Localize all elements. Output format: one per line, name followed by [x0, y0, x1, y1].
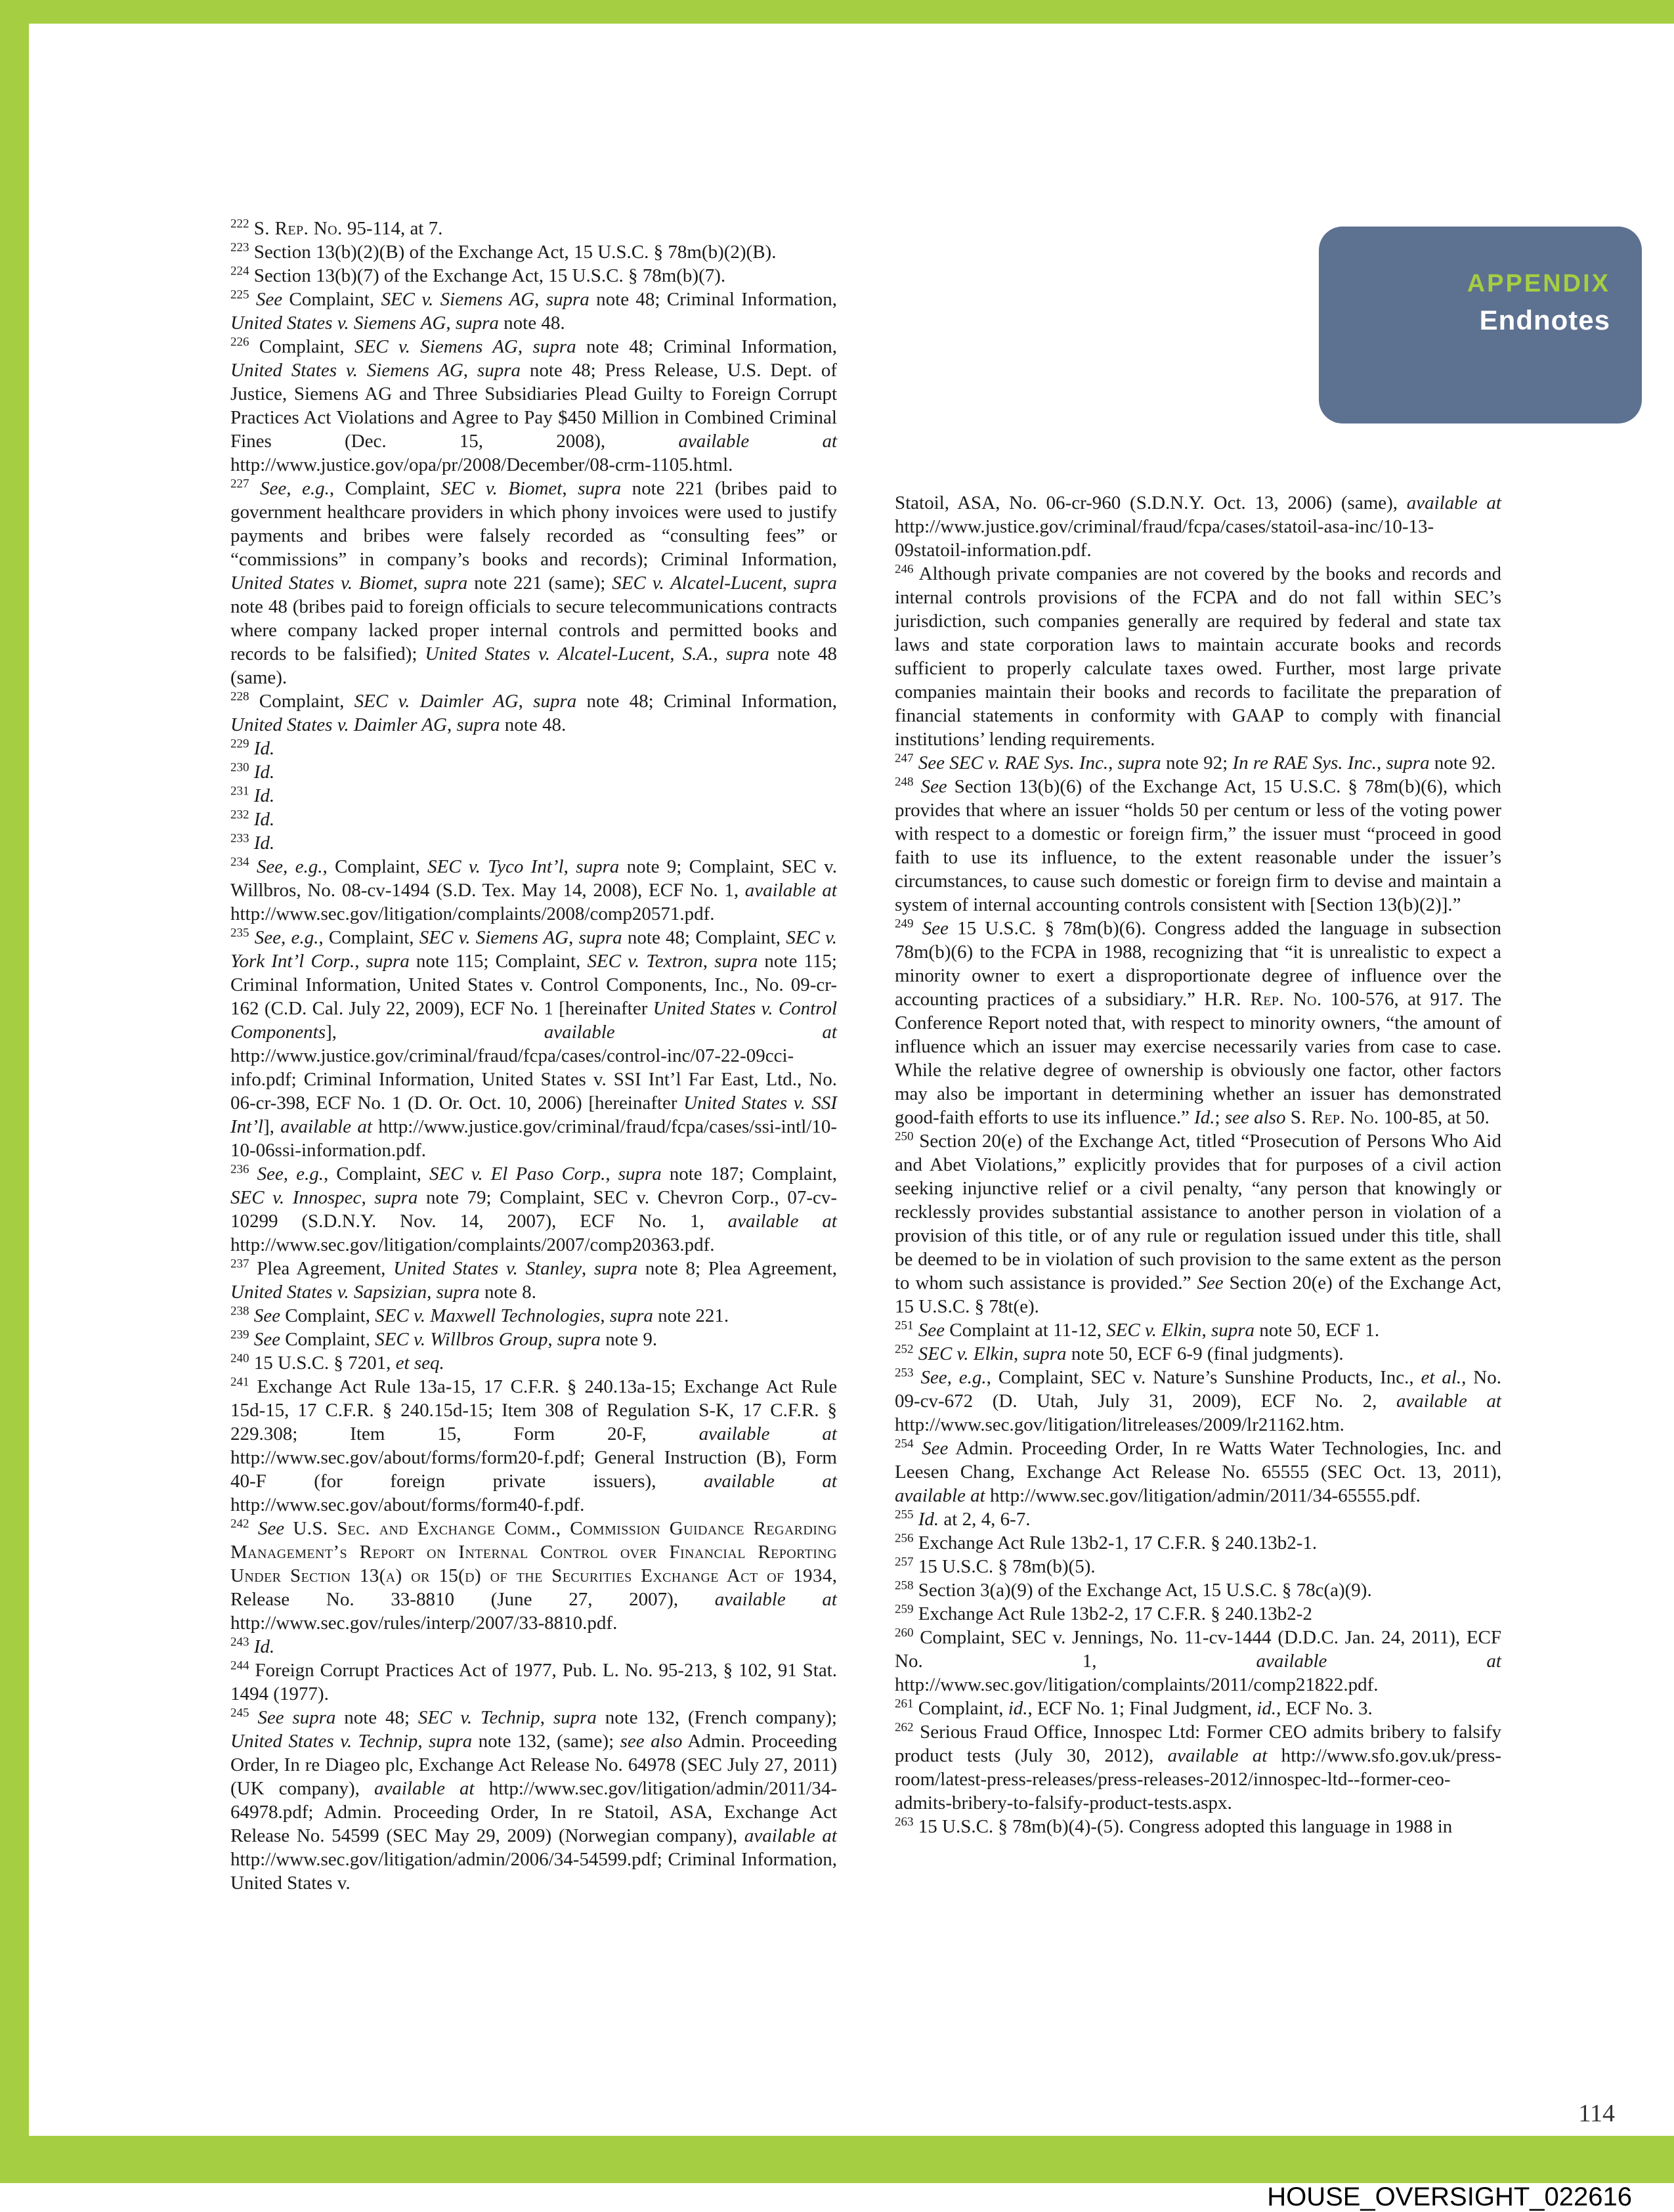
- endnote: $^{233}$ Id.: [230, 831, 275, 854]
- endnote-number: 234: [230, 855, 249, 869]
- endnote-number: 262: [895, 1720, 914, 1735]
- endnote: $^{247}$ See SEC v. RAE Sys. Inc., supra note 92; In re RAE Sys. Inc., supra note 92.: [895, 751, 1496, 773]
- endnote-number: 238: [230, 1304, 249, 1318]
- endnote: $^{255}$ Id. at 2, 4, 6-7.: [895, 1507, 1031, 1530]
- endnote: $^{227}$ See, e.g., Complaint, SEC v. Biomet, supra note 221 (bribes paid to government healthcare providers in which phony invoices were used to justify payments and bribes were falsely recorded as “consulting fees” or “commissions” in company’s books and records); Criminal Information, United States v. Biomet, supra note 221 (same); SEC v. Alcatel-Lucent, supra note 48 (bribes paid to foreign officials to secure telecommunications contracts where company lacked proper internal controls and permitted books and records to be falsified); United States v. Alcatel-Lucent, S.A., supra note 48 (same).: [230, 477, 838, 688]
- endnote: $^{225}$ See Complaint, SEC v. Siemens AG, supra note 48; Criminal Information, United States v. Siemens AG, supra note 48.: [230, 288, 837, 334]
- endnote: $^{250}$ Section 20(e) of the Exchange Act, titled “Prosecution of Persons Who Aid and Abet Violations,” explicitly provides that for purposes of a civil action seeking injunctive relief or a civil penalty, “any person that knowingly or recklessly provides substantial assistance to another person in violation of a provision of this title, or of any rule or regulation issued under this title, shall be deemed to be in violation of such provision to the same extent as the person to whom such assistance is provided.” See Section 20(e) of the Exchange Act, 15 U.S.C. § 78t(e).: [895, 1129, 1501, 1317]
- endnote: $^{246}$ Although private companies are not covered by the books and records and internal controls provisions of the FCPA and do not fall within SEC’s jurisdiction, such companies generally are required by federal and state tax laws and state corporation laws to maintain accurate books and records sufficient to properly calculate taxes owed. Further, most large private companies maintain their books and records to facilitate the preparation of financial statements in conformity with GAAP to comply with financial institutions’ lending requirements.: [895, 562, 1501, 750]
- endnote: $^{261}$ Complaint, id., ECF No. 1; Final Judgment, id., ECF No. 3.: [895, 1697, 1373, 1719]
- endnote: $^{240}$ 15 U.S.C. § 7201, et seq.: [230, 1351, 444, 1374]
- endnote: $^{238}$ See Complaint, SEC v. Maxwell Technologies, supra note 221.: [230, 1304, 729, 1326]
- endnote: $^{242}$ See U.S. Sec. and Exchange Comm., Commission Guidance Regarding Management’s Report on Internal Control over Financial Reporting Under Section 13(a) or 15(d) of the Securities Exchange Act of 1934, Release No. 33-8810 (June 27, 2007), available at http://www.sec.gov/rules/interp/2007/33-8810.pdf.: [230, 1517, 837, 1634]
- endnote: $^{244}$ Foreign Corrupt Practices Act of 1977, Pub. L. No. 95-213, § 102, 91 Stat. 1494 (1977).: [230, 1659, 837, 1704]
- endnote-number: 231: [230, 784, 249, 798]
- endnote: $^{223}$ Section 13(b)(2)(B) of the Exchange Act, 15 U.S.C. § 78m(b)(2)(B).: [230, 240, 777, 263]
- endnote: $^{251}$ See Complaint at 11-12, SEC v. Elkin, supra note 50, ECF 1.: [895, 1318, 1380, 1341]
- bottom-border-bar: [0, 2136, 1674, 2183]
- endnote: $^{236}$ See, e.g., Complaint, SEC v. El Paso Corp., supra note 187; Complaint, SEC v. Innospec, supra note 79; Complaint, SEC v. Chevron Corp., 07-cv-10299 (S.D.N.Y. Nov. 14, 2007), ECF No. 1, available at http://www.sec.gov/litigation/complaints/2007/comp20363.pdf.: [230, 1162, 838, 1255]
- endnote-number: 251: [895, 1318, 914, 1333]
- endnote: $^{237}$ Plea Agreement, United States v. Stanley, supra note 8; Plea Agreement, United States v. Sapsizian, supra note 8.: [230, 1257, 837, 1303]
- endnote-number: 261: [895, 1697, 914, 1711]
- endnote-number: 250: [895, 1129, 914, 1144]
- endnote-number: 226: [230, 335, 249, 349]
- endnote: $^{245}$ See supra note 48; SEC v. Technip, supra note 132, (French company); United States v. Technip, supra note 132, (same); see also Admin. Proceeding Order, In re Diageo plc, Exchange Act Release No. 64978 (SEC July 27, 2011) (UK company), available at http://www.sec.gov/litigation/admin/2011/34-64978.pdf; Admin. Proceeding Order, In re Statoil, ASA, Exchange Act Release No. 54599 (SEC May 29, 2009) (Norwegian company), available at http://www.sec.gov/litigation/admin/2006/34-54599.pdf; Criminal Information, United States v.: [230, 1706, 838, 1894]
- endnote-number: 240: [230, 1351, 249, 1366]
- endnote-number: 222: [230, 217, 249, 231]
- endnote-number: 223: [230, 240, 249, 255]
- endnote-number: 230: [230, 760, 249, 775]
- endnote-number: 242: [230, 1517, 249, 1531]
- endnote: $^{241}$ Exchange Act Rule 13a-15, 17 C.F.R. § 240.13a-15; Exchange Act Rule 15d-15, 17 C.F.R. § 240.15d-15; Item 308 of Regulation S-K, 17 C.F.R. § 229.308; Item 15, Form 20-F, available at http://www.sec.gov/about/forms/form20-f.pdf; General Instruction (B), Form 40-F (for foreign private issuers), available at http://www.sec.gov/about/forms/form40-f.pdf.: [230, 1375, 838, 1515]
- appendix-title: Endnotes: [1479, 305, 1610, 336]
- page-number: 114: [1578, 2100, 1615, 2127]
- endnote-number: 247: [895, 751, 914, 766]
- endnote: $^{257}$ 15 U.S.C. § 78m(b)(5).: [895, 1555, 1096, 1577]
- top-border-bar: [0, 0, 1674, 24]
- endnote: $^{254}$ See Admin. Proceeding Order, In re Watts Water Technologies, Inc. and Leesen Chang, Exchange Act Release No. 65555 (SEC Oct. 13, 2011), available at http://www.sec.gov/litigation/admin/2011/34-65555.pdf.: [895, 1437, 1501, 1506]
- endnote: $^{226}$ Complaint, SEC v. Siemens AG, supra note 48; Criminal Information, United States v. Siemens AG, supra note 48; Press Release, U.S. Dept. of Justice, Siemens AG and Three Subsidiaries Plead Guilty to Foreign Corrupt Practices Act Violations and Agree to Pay $450 Million in Combined Criminal Fines (Dec. 15, 2008), available at http://www.justice.gov/opa/pr/2008/December/08-crm-1105.html.: [230, 335, 837, 475]
- endnote-number: 254: [895, 1437, 914, 1451]
- bates-stamp: HOUSE_OVERSIGHT_022616: [1267, 2182, 1632, 2211]
- endnote-number: 235: [230, 926, 249, 940]
- endnote: $^{231}$ Id.: [230, 784, 275, 806]
- endnote-number: 260: [895, 1626, 914, 1640]
- endnote-number: 232: [230, 808, 249, 822]
- endnote-number: 224: [230, 264, 249, 278]
- endnote-number: 225: [230, 288, 249, 302]
- endnote: $^{258}$ Section 3(a)(9) of the Exchange Act, 15 U.S.C. § 78c(a)(9).: [895, 1578, 1372, 1601]
- endnote: $^{228}$ Complaint, SEC v. Daimler AG, supra note 48; Criminal Information, United States v. Daimler AG, supra note 48.: [230, 689, 837, 735]
- endnote: $^{230}$ Id.: [230, 760, 275, 783]
- endnote: $^{222}$ S. Rep. No. 95-114, at 7.: [230, 217, 443, 239]
- endnote-number: 245: [230, 1706, 249, 1720]
- endnote-number: 248: [895, 775, 914, 789]
- endnote: $^{263}$ 15 U.S.C. § 78m(b)(4)-(5). Congress adopted this language in 1988 in: [895, 1815, 1453, 1837]
- endnote-number: 258: [895, 1578, 914, 1593]
- endnote: $^{243}$ Id.: [230, 1635, 275, 1657]
- endnote-number: 263: [895, 1815, 914, 1829]
- endnote-number: 253: [895, 1366, 914, 1380]
- endnote: $^{256}$ Exchange Act Rule 13b2-1, 17 C.F.R. § 240.13b2-1.: [895, 1531, 1318, 1553]
- endnote-number: 252: [895, 1342, 914, 1356]
- endnote: $^{235}$ See, e.g., Complaint, SEC v. Siemens AG, supra note 48; Complaint, SEC v. York Int’l Corp., supra note 115; Complaint, SEC v. Textron, supra note 115; Criminal Information, United States v. Control Components, Inc., No. 09-cr-162 (C.D. Cal. July 22, 2009), ECF No. 1 [hereinafter United States v. Control Components], available at http://www.justice.gov/criminal/fraud/fcpa/cases/control-inc/07-22-09cci-info.pdf; Criminal Information, United States v. SSI Int’l Far East, Ltd., No. 06-cr-398, ECF No. 1 (D. Or. Oct. 10, 2006) [hereinafter United States v. SSI Int’l], available at http://www.justice.gov/criminal/fraud/fcpa/cases/ssi-intl/10-10-06ssi-information.pdf.: [230, 926, 838, 1161]
- endnote: $^{262}$ Serious Fraud Office, Innospec Ltd: Former CEO admits bribery to falsify product tests (July 30, 2012), available at http://www.sfo.gov.uk/press-room/latest-press-releases/press-releases-2012/innospec-ltd--former-ceo-admits-bribery-to-falsify-product-tests.aspx.: [895, 1720, 1502, 1813]
- endnote: $^{253}$ See, e.g., Complaint, SEC v. Nature’s Sunshine Products, Inc., et al., No. 09-cv-672 (D. Utah, July 31, 2009), ECF No. 2, available at http://www.sec.gov/litigation/litreleases/2009/lr21162.htm.: [895, 1366, 1501, 1435]
- endnote-number: 257: [895, 1555, 914, 1569]
- endnote-number: 243: [230, 1635, 249, 1649]
- appendix-kicker: APPENDIX: [1467, 270, 1610, 297]
- endnotes-column-right: [895, 491, 1501, 1838]
- endnote-number: 256: [895, 1531, 914, 1546]
- endnote-number: 246: [895, 562, 914, 576]
- endnote-number: 244: [230, 1659, 249, 1673]
- endnote: $^{259}$ Exchange Act Rule 13b2-2, 17 C.F.R. § 240.13b2-2: [895, 1602, 1312, 1624]
- endnote: Statoil, ASA, No. 06-cr-960 (S.D.N.Y. Oct. 13, 2006) (same), available at http://www.justice.gov/criminal/fraud/fcpa/cases/statoil-asa-inc/10-13-09statoil-information.pdf.: [895, 492, 1501, 561]
- endnotes-column-left: [230, 217, 837, 1895]
- endnote-number: 228: [230, 689, 249, 704]
- endnote-number: 255: [895, 1507, 914, 1522]
- endnote-number: 241: [230, 1375, 249, 1389]
- endnote: $^{229}$ Id.: [230, 737, 275, 759]
- endnote: $^{224}$ Section 13(b)(7) of the Exchange Act, 15 U.S.C. § 78m(b)(7).: [230, 264, 726, 286]
- endnote-number: 227: [230, 477, 249, 491]
- endnote: $^{239}$ See Complaint, SEC v. Willbros Group, supra note 9.: [230, 1328, 658, 1350]
- endnote-number: 229: [230, 737, 249, 751]
- endnote: $^{232}$ Id.: [230, 808, 275, 830]
- endnote-number: 259: [895, 1602, 914, 1616]
- appendix-header-box: [1319, 227, 1642, 423]
- endnote: $^{248}$ See Section 13(b)(6) of the Exchange Act, 15 U.S.C. § 78m(b)(6), which provides that where an issuer “holds 50 per centum or less of the voting power with respect to a domestic or foreign firm,” the issuer must “proceed in good faith to use its influence, to the extent reasonable under the issuer’s circumstances, to cause such domestic or foreign firm to devise and maintain a system of internal accounting controls consistent with [Section 13(b)(2)].”: [895, 775, 1501, 915]
- endnote-number: 236: [230, 1162, 249, 1177]
- endnote: $^{252}$ SEC v. Elkin, supra note 50, ECF 6-9 (final judgments).: [895, 1342, 1344, 1364]
- endnote-number: 233: [230, 831, 249, 846]
- endnote: $^{260}$ Complaint, SEC v. Jennings, No. 11-cv-1444 (D.D.C. Jan. 24, 2011), ECF No. 1, available at http://www.sec.gov/litigation/complaints/2011/comp21822.pdf.: [895, 1626, 1501, 1695]
- left-border-bar: [0, 0, 29, 2183]
- endnote-number: 237: [230, 1257, 249, 1271]
- endnote: $^{234}$ See, e.g., Complaint, SEC v. Tyco Int’l, supra note 9; Complaint, SEC v. Willbros, No. 08-cv-1494 (S.D. Tex. May 14, 2008), ECF No. 1, available at http://www.sec.gov/litigation/complaints/2008/comp20571.pdf.: [230, 855, 838, 924]
- endnote-number: 239: [230, 1328, 249, 1342]
- endnote: $^{249}$ See 15 U.S.C. § 78m(b)(6). Congress added the language in subsection 78m(b)(6) to the FCPA in 1988, recognizing that “it is unrealistic to expect a minority owner to exert a disproportionate degree of influence over the accounting practices of a subsidiary.” H.R. Rep. No. 100-576, at 917. The Conference Report noted that, with respect to minority owners, “the amount of influence which an issuer may exercise necessarily varies from case to case. While the relative degree of ownership is obviously one factor, other factors may also be important in determining whether an issuer has demonstrated good-faith efforts to use its influence.” Id.; see also S. Rep. No. 100-85, at 50.: [895, 917, 1501, 1128]
- endnote-number: 249: [895, 917, 914, 931]
